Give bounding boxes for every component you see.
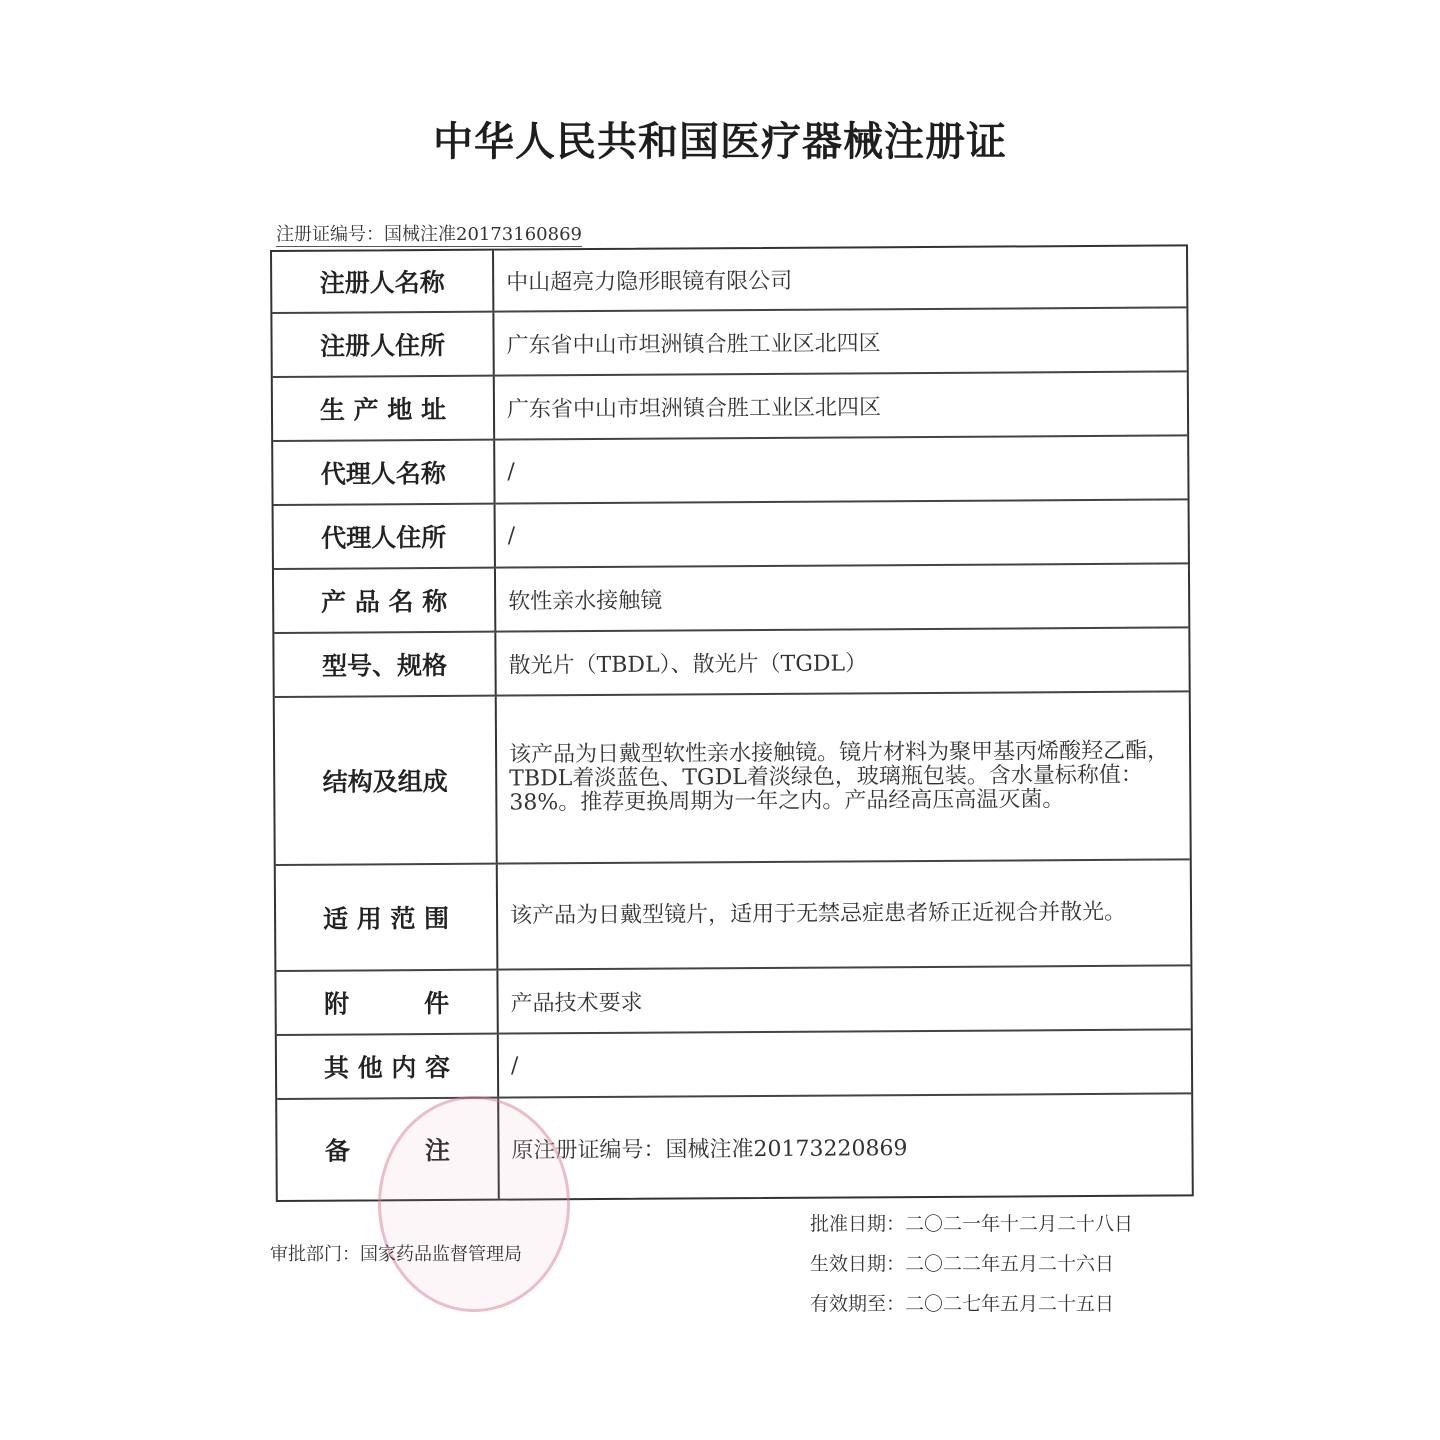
- row-value-agent-name: /: [507, 459, 515, 485]
- official-seal-stamp: [378, 1096, 570, 1312]
- table-row: [272, 246, 1186, 314]
- row-label-agent-name: 代理人名称: [273, 441, 495, 504]
- table-row: [274, 628, 1188, 698]
- row-label-structure: 结构及组成: [275, 697, 498, 864]
- row-label-other: 其 他 内 容: [277, 1035, 499, 1098]
- effective-date: 生效日期：二〇二二年五月二十六日: [810, 1253, 1115, 1275]
- row-value-scope: 该产品为日戴型镜片，适用于无禁忌症患者矫正近视合并散光。: [509, 899, 1127, 929]
- table-row: [272, 308, 1186, 378]
- row-value-model-spec: 散光片（TBDL）、散光片（TGDL）: [508, 650, 868, 679]
- table-row: [273, 436, 1187, 506]
- approval-date: 批准日期：二〇二一年十二月二十八日: [810, 1213, 1134, 1235]
- row-label-product-name: 产 品 名 称: [274, 569, 496, 632]
- expiry-date: 有效期至：二〇二七年五月二十五日: [810, 1293, 1115, 1315]
- row-label-production-address: 生 产 地 址: [273, 377, 495, 440]
- document-title: 中华人民共和国医疗器械注册证: [433, 118, 1007, 165]
- row-value-registrant-address: 广东省中山市坦洲镇合胜工业区北四区: [506, 330, 881, 359]
- row-label-model-spec: 型号、规格: [274, 633, 496, 696]
- approval-department: 审批部门：国家药品监督管理局: [270, 1244, 522, 1265]
- row-value-production-address: 广东省中山市坦洲镇合胜工业区北四区: [506, 394, 882, 423]
- row-value-remarks: 原注册证编号：国械注准20173220869: [511, 1135, 908, 1164]
- row-value-attachment: 产品技术要求: [510, 990, 643, 1017]
- table-row: [276, 966, 1190, 1036]
- row-value-other: /: [510, 1052, 519, 1079]
- row-label-registrant-name: 注册人名称: [272, 251, 494, 312]
- date-block: [810, 1204, 1133, 1324]
- table-row: [275, 692, 1190, 866]
- row-label-attachment: 附 件: [276, 971, 498, 1034]
- table-row: [277, 1030, 1191, 1100]
- row-value-product-name: 软性亲水接触镜: [508, 588, 663, 615]
- row-value-structure: 该产品为日戴型软性亲水接触镜。镜片材料为聚甲基丙烯酸羟乙酯，TBDL着淡蓝色、TGDL着淡绿色，玻璃瓶包装。含水量标称值：38%。推荐更换周期为一年之内。产品经高压高温灭菌。: [509, 738, 1170, 816]
- row-label-agent-address: 代理人住所: [274, 505, 496, 568]
- row-label-registrant-address: 注册人住所: [272, 313, 494, 376]
- row-value-agent-address: /: [507, 523, 516, 549]
- table-row: [274, 564, 1188, 634]
- registration-number-label: 注册证编号：: [276, 224, 384, 245]
- registration-number: [276, 224, 582, 247]
- row-label-scope: 适 用 范 围: [276, 865, 499, 970]
- table-row: [273, 372, 1187, 442]
- table-row: [274, 500, 1188, 570]
- row-value-registrant-name: 中山超亮力隐形眼镜有限公司: [506, 268, 793, 296]
- row-label-remarks: 备 注: [277, 1099, 500, 1200]
- table-row: [276, 860, 1191, 972]
- registration-number-value: 国械注准20173160869: [384, 224, 582, 245]
- registration-table: [270, 244, 1194, 1202]
